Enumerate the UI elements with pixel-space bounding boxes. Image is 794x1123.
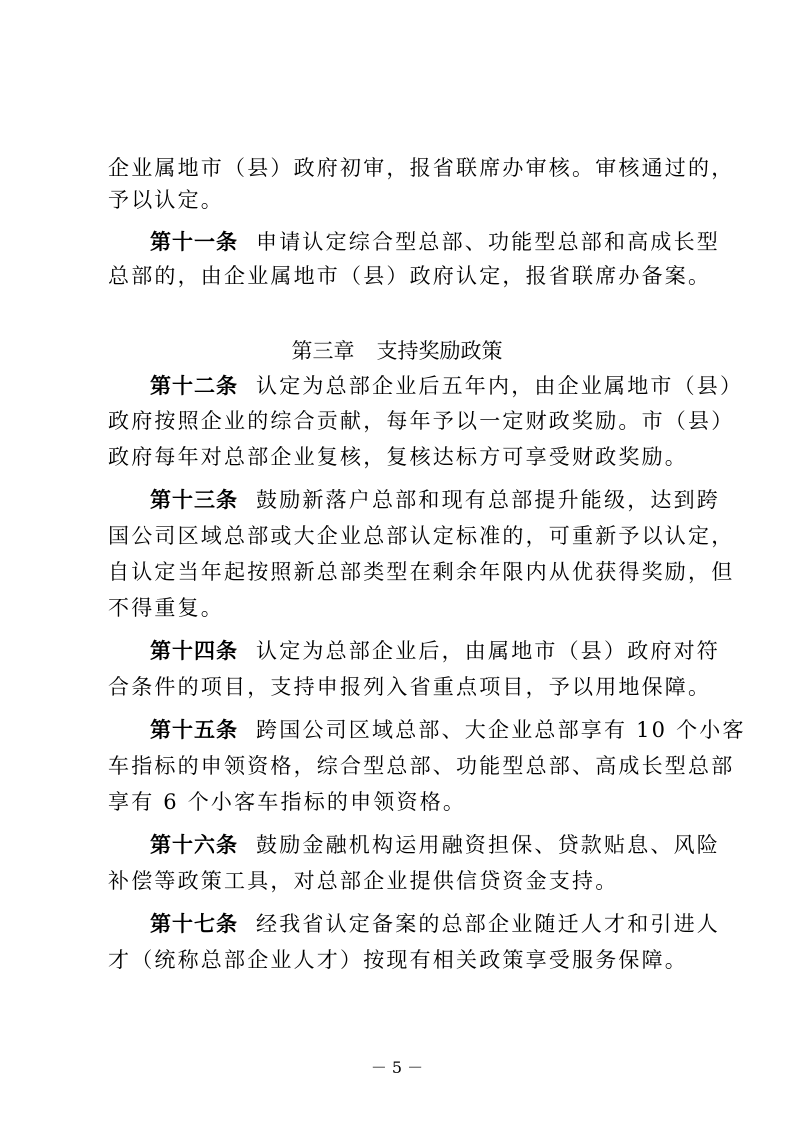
chapter-title: 支持奖励政策 <box>376 339 503 363</box>
article-17-label: 第十七条 <box>150 912 238 936</box>
article-14-line-1: 第十四条 认定为总部企业后，由属地市（县）政府对符 <box>150 639 720 663</box>
article-15-line-3: 享有 6 个小客车指标的申领资格。 <box>108 790 467 814</box>
article-15-line-2: 车指标的申领资格，综合型总部、功能型总部、高成长型总部 <box>108 754 735 778</box>
article-15-line-1: 第十五条 跨国公司区域总部、大企业总部享有 10 个小客 <box>150 718 746 742</box>
article-14-line-2: 合条件的项目，支持申报列入省重点项目，予以用地保障。 <box>108 675 712 699</box>
article-12-line-2: 政府按照企业的综合贡献，每年予以一定财政奖励。市（县） <box>108 409 735 433</box>
page-number: － 5 － <box>370 1058 424 1077</box>
article-13-line-3: 自认定当年起按照新总部类型在剩余年限内从优获得奖励，但 <box>108 560 735 584</box>
article-17-line-1: 第十七条 经我省认定备案的总部企业随迁人才和引进人 <box>150 912 720 936</box>
article-11-line-1: 第十一条 申请认定综合型总部、功能型总部和高成长型 <box>150 230 720 254</box>
article-12-line-1: 第十二条 认定为总部企业后五年内，由企业属地市（县） <box>150 374 744 398</box>
chapter-number: 第三章 <box>291 339 355 363</box>
article-16-label: 第十六条 <box>150 833 238 857</box>
article-11-line-2: 总部的，由企业属地市（县）政府认定，报省联席办备案。 <box>108 264 712 288</box>
article-17-line-2: 才（统称总部企业人才）按现有相关政策享受服务保障。 <box>108 948 688 972</box>
article-14-label: 第十四条 <box>150 639 238 663</box>
article-13-label: 第十三条 <box>150 488 238 512</box>
article-16-line-2: 补偿等政策工具，对总部企业提供信贷资金支持。 <box>108 869 619 893</box>
article-11-label: 第十一条 <box>150 230 238 254</box>
article-13-line-4: 不得重复。 <box>108 596 224 620</box>
paragraph-line: 予以认定。 <box>108 188 224 212</box>
paragraph-line: 企业属地市（县）政府初审，报省联席办审核。审核通过的， <box>108 156 735 180</box>
article-12-label: 第十二条 <box>150 374 238 398</box>
article-16-line-1: 第十六条 鼓励金融机构运用融资担保、贷款贴息、风险 <box>150 833 720 857</box>
article-13-line-2: 国公司区域总部或大企业总部认定标准的，可重新予以认定， <box>108 524 735 548</box>
article-12-line-3: 政府每年对总部企业复核，复核达标方可享受财政奖励。 <box>108 445 688 469</box>
article-15-label: 第十五条 <box>150 718 238 742</box>
chapter-heading <box>0 337 794 365</box>
article-13-line-1: 第十三条 鼓励新落户总部和现有总部提升能级，达到跨 <box>150 488 720 512</box>
